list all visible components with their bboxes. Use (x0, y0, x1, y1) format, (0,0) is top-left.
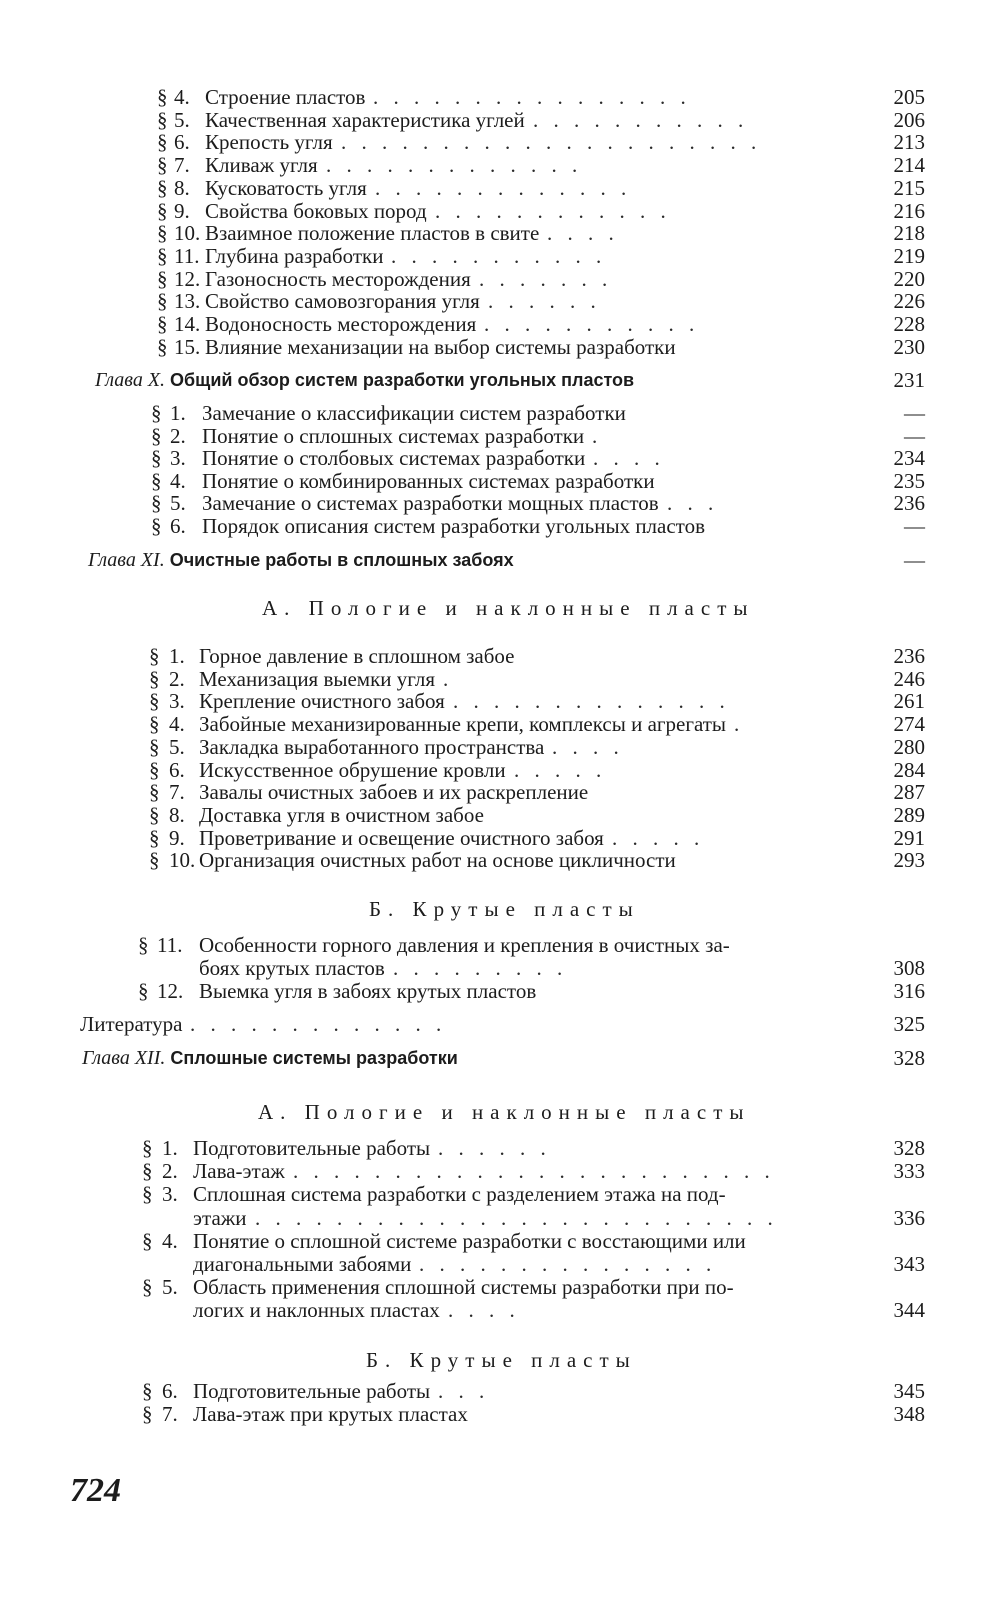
leader-dots: . . . (438, 1380, 490, 1403)
section-number: 4. (162, 1228, 178, 1253)
section-title: Область применения сплошной системы разработки при по- (193, 1275, 734, 1300)
leader-dots: . . . . . . . . . . . . . . . (419, 1253, 717, 1276)
page-ref: 234 (893, 446, 925, 471)
section-symbol: § (149, 689, 160, 714)
chapter-title: Очистные работы в сплошных забоях (169, 550, 514, 570)
section-symbol: § (149, 848, 160, 873)
leader-dots: . . . . . . . (479, 267, 613, 291)
section-number: 6. (170, 514, 186, 538)
section-title: Порядок описания систем разработки угольных пластов (202, 514, 705, 538)
section-symbol: § (149, 825, 160, 850)
section-title: Кусковатость угля (205, 175, 367, 200)
subsection-heading: А. Пологие и наклонные пласты (258, 1100, 751, 1124)
chapter-label: Глава XI. (88, 549, 165, 571)
section-symbol: § (142, 1228, 153, 1253)
section-number: 9. (169, 825, 185, 850)
leader-dots: . . . . . (612, 826, 705, 850)
leader-dots: . . . . . (514, 758, 607, 782)
page-ref: 308 (893, 956, 925, 980)
leader-dots: . . . . (593, 447, 665, 471)
section-symbol: § (157, 312, 168, 336)
section-title: Проветривание и освещение очистного забоя (199, 825, 604, 850)
section-symbol: § (149, 802, 160, 827)
section-symbol: § (142, 1402, 153, 1426)
section-number: 10. (174, 221, 201, 246)
section-title: Крепление очистного забоя (199, 689, 445, 714)
page-ref: 287 (893, 780, 925, 805)
section-title: диагональными забоями (193, 1252, 412, 1276)
page-ref: 328 (893, 1046, 925, 1070)
section-number: 1. (169, 644, 185, 668)
section-symbol: § (157, 221, 168, 246)
section-symbol: § (157, 266, 168, 291)
section-symbol: § (151, 423, 162, 448)
leader-dots: . . . (667, 492, 719, 516)
page-ref: 261 (893, 689, 925, 714)
page-ref: 333 (893, 1159, 925, 1184)
section-number: 8. (174, 175, 190, 200)
section-number: 6. (174, 130, 190, 155)
page-number: 724 (70, 1472, 121, 1509)
section-number: 12. (157, 979, 184, 1003)
leader-dots: . . . . . . (438, 1137, 551, 1160)
section-symbol: § (138, 979, 149, 1003)
section-symbol: § (157, 243, 168, 268)
section-number: 5. (162, 1275, 178, 1300)
leader-dots: . (443, 667, 454, 691)
page-ref: 289 (893, 802, 925, 827)
leader-dots: . . . . . . . . . . . . . . (453, 690, 730, 714)
page-ref: 336 (893, 1205, 925, 1230)
page-ref: 284 (893, 757, 925, 782)
page-ref: 345 (893, 1379, 925, 1403)
section-number: 8. (169, 802, 185, 827)
section-symbol: § (151, 468, 162, 493)
leader-dots: . . . . . . . . . . . . . . . . . . . . . . . . (293, 1160, 775, 1184)
section-symbol: § (157, 198, 168, 223)
section-title: Особенности горного давления и крепления в очистных за- (199, 933, 730, 957)
section-title: Механизация выемки угля (199, 666, 435, 691)
section-title: Горное давление в сплошном забое (199, 644, 515, 668)
leader-dots: . (592, 424, 603, 448)
section-title: Завалы очистных забоев и их раскрепление (199, 780, 589, 805)
literature-title: Литература (80, 1012, 183, 1036)
section-number: 10. (169, 848, 196, 873)
section-title: Свойства боковых пород (205, 198, 427, 223)
leader-dots: . . . . (552, 735, 624, 759)
section-symbol: § (142, 1159, 153, 1184)
leader-dots: . . . . . . . . . . . (484, 313, 700, 336)
chapter-title: Общий обзор систем разработки угольных пластов (170, 370, 635, 390)
section-title: Водоносность месторождения (205, 312, 477, 336)
section-symbol: § (157, 85, 168, 109)
section-symbol: § (142, 1136, 153, 1160)
leader-dots: . . . . . . (488, 290, 601, 314)
section-number: 4. (169, 712, 185, 737)
section-number: 15. (174, 334, 201, 359)
section-symbol: § (157, 175, 168, 200)
section-symbol: § (151, 446, 162, 471)
page-ref: 280 (893, 734, 925, 759)
page-ref: 216 (893, 198, 925, 223)
section-title: Подготовительные работы (193, 1379, 431, 1403)
leader-dots: . . . . (448, 1299, 520, 1323)
section-number: 2. (170, 423, 186, 448)
section-symbol: § (157, 130, 168, 155)
section-title: Понятие о сплошных системах разработки (202, 423, 585, 448)
subsection-heading: Б. Крутые пласты (366, 1348, 637, 1372)
section-title: Глубина разработки (205, 243, 384, 268)
chapter-heading (95, 369, 995, 392)
page-ref: 213 (893, 130, 925, 155)
section-title: Кливаж угля (205, 153, 318, 178)
section-title: Подготовительные работы (193, 1136, 431, 1160)
section-title: Сплошная система разработки с разделением этажа на под- (193, 1182, 726, 1207)
section-symbol: § (149, 712, 160, 737)
page-ref: 274 (893, 712, 925, 737)
section-symbol: § (142, 1275, 153, 1300)
section-title: Понятие о комбинированных системах разработки (202, 468, 655, 493)
section-symbol: § (142, 1182, 153, 1207)
section-symbol: § (149, 780, 160, 805)
section-title: Забойные механизированные крепи, комплексы и агрегаты (199, 712, 727, 737)
chapter-label: Глава XII. (82, 1047, 166, 1069)
section-symbol: § (149, 644, 160, 668)
chapter-heading (88, 549, 995, 572)
section-title: Лава-этаж (193, 1159, 285, 1184)
subsection-heading: А. Пологие и наклонные пласты (262, 596, 755, 620)
chapter-heading (82, 1047, 995, 1070)
section-title: Взаимное положение пластов в свите (205, 221, 540, 246)
page-ref: 226 (893, 289, 925, 314)
leader-dots: . . . . . . . . . . . . . . . . . . . . . (341, 131, 762, 155)
section-number: 4. (170, 468, 186, 493)
page-ref: 215 (893, 175, 925, 200)
page-ref: — (904, 514, 925, 538)
page-ref: 230 (893, 334, 925, 359)
section-number: 7. (162, 1402, 178, 1426)
section-number: 5. (169, 734, 185, 759)
section-title: Строение пластов (205, 85, 366, 109)
leader-dots: . (734, 713, 745, 737)
leader-dots: . . . . . . . . . . . . . (326, 154, 583, 178)
page-ref: — (904, 423, 925, 448)
section-title: логих и наклонных пластах (193, 1298, 440, 1323)
section-number: 5. (174, 107, 190, 132)
section-symbol: § (157, 289, 168, 314)
section-title: Организация очистных работ на основе цикличности (199, 848, 676, 873)
section-number: 7. (174, 153, 190, 178)
section-number: 2. (169, 666, 185, 691)
page-ref: — (904, 401, 925, 425)
section-number: 2. (162, 1159, 178, 1184)
section-title: Крепость угля (205, 130, 333, 155)
section-number: 3. (162, 1182, 178, 1207)
page-ref: 344 (893, 1298, 925, 1323)
page-ref: 291 (893, 825, 925, 850)
section-number: 1. (170, 401, 186, 425)
section-symbol: § (142, 1379, 153, 1403)
section-symbol: § (151, 514, 162, 538)
leader-dots: . . . . . . . . . . . . . (190, 1013, 447, 1036)
section-number: 14. (174, 312, 201, 336)
section-symbol: § (151, 491, 162, 516)
section-number: 1. (162, 1136, 178, 1160)
leader-dots: . . . . . . . . . . . . . (375, 176, 632, 200)
section-number: 6. (169, 757, 185, 782)
leader-dots: . . . . . . . . . . . . (435, 199, 671, 223)
section-number: 4. (174, 85, 190, 109)
section-title: Лава-этаж при крутых пластах (193, 1402, 468, 1426)
page-ref: 231 (893, 368, 925, 392)
section-title: Понятие о сплошной системе разработки с восстающими или (193, 1228, 746, 1253)
section-symbol: § (157, 153, 168, 178)
page-ref: 316 (893, 979, 925, 1003)
section-symbol: § (138, 933, 149, 957)
section-number: 12. (174, 266, 201, 291)
section-title: Свойство самовозгорания угля (205, 289, 480, 314)
leader-dots: . . . . . . . . . . . (533, 108, 749, 132)
section-number: 9. (174, 198, 190, 223)
page-ref: 236 (893, 644, 925, 668)
leader-dots: . . . . (547, 222, 619, 246)
section-title: Замечание о классификации систем разработки (202, 401, 626, 425)
section-title: Доставка угля в очистном забое (199, 802, 484, 827)
page-ref: 236 (893, 491, 925, 516)
page-ref: 325 (893, 1012, 925, 1036)
section-number: 5. (170, 491, 186, 516)
section-title: Качественная характеристика углей (205, 107, 525, 132)
leader-dots: . . . . . . . . . (393, 957, 568, 980)
section-symbol: § (149, 666, 160, 691)
section-number: 13. (174, 289, 201, 314)
leader-dots: . . . . . . . . . . . . . . . . (373, 86, 691, 109)
leader-dots: . . . . . . . . . . . (391, 244, 607, 268)
section-number: 6. (162, 1379, 178, 1403)
section-title: этажи (193, 1205, 247, 1230)
page-ref: 343 (893, 1252, 925, 1276)
section-title: Замечание о системах разработки мощных пластов (202, 491, 659, 516)
page-ref: 205 (893, 85, 925, 109)
section-symbol: § (149, 757, 160, 782)
page-ref: 219 (893, 243, 925, 268)
page-ref: 293 (893, 848, 925, 873)
section-symbol: § (157, 334, 168, 359)
section-number: 7. (169, 780, 185, 805)
section-title: Искусственное обрушение кровли (199, 757, 506, 782)
subsection-heading: Б. Крутые пласты (369, 897, 640, 921)
page-ref: 348 (893, 1402, 925, 1426)
page-ref: 228 (893, 312, 925, 336)
section-number: 3. (169, 689, 185, 714)
page-ref: 218 (893, 221, 925, 246)
page-ref: — (904, 548, 925, 572)
page-ref: 235 (893, 468, 925, 493)
chapter-label: Глава X. (95, 369, 166, 391)
section-number: 11. (174, 243, 200, 268)
section-symbol: § (157, 107, 168, 132)
section-title: Влияние механизации на выбор системы разработки (205, 334, 676, 359)
section-title: боях крутых пластов (199, 956, 385, 980)
page-ref: 220 (893, 266, 925, 291)
page-ref: 214 (893, 153, 925, 178)
page-ref: 328 (893, 1136, 925, 1160)
section-title: Выемка угля в забоях крутых пластов (199, 979, 537, 1003)
section-symbol: § (151, 401, 162, 425)
section-title: Понятие о столбовых системах разработки (202, 446, 586, 471)
chapter-title: Сплошные системы разработки (170, 1048, 458, 1068)
section-title: Газоносность месторождения (205, 266, 471, 291)
page-ref: 246 (893, 666, 925, 691)
page-ref: 206 (893, 107, 925, 132)
section-number: 3. (170, 446, 186, 471)
leader-dots: . . . . . . . . . . . . . . . . . . . . . . . . . . (255, 1206, 778, 1230)
section-symbol: § (149, 734, 160, 759)
section-number: 11. (157, 933, 183, 957)
section-title: Закладка выработанного пространства (199, 734, 545, 759)
